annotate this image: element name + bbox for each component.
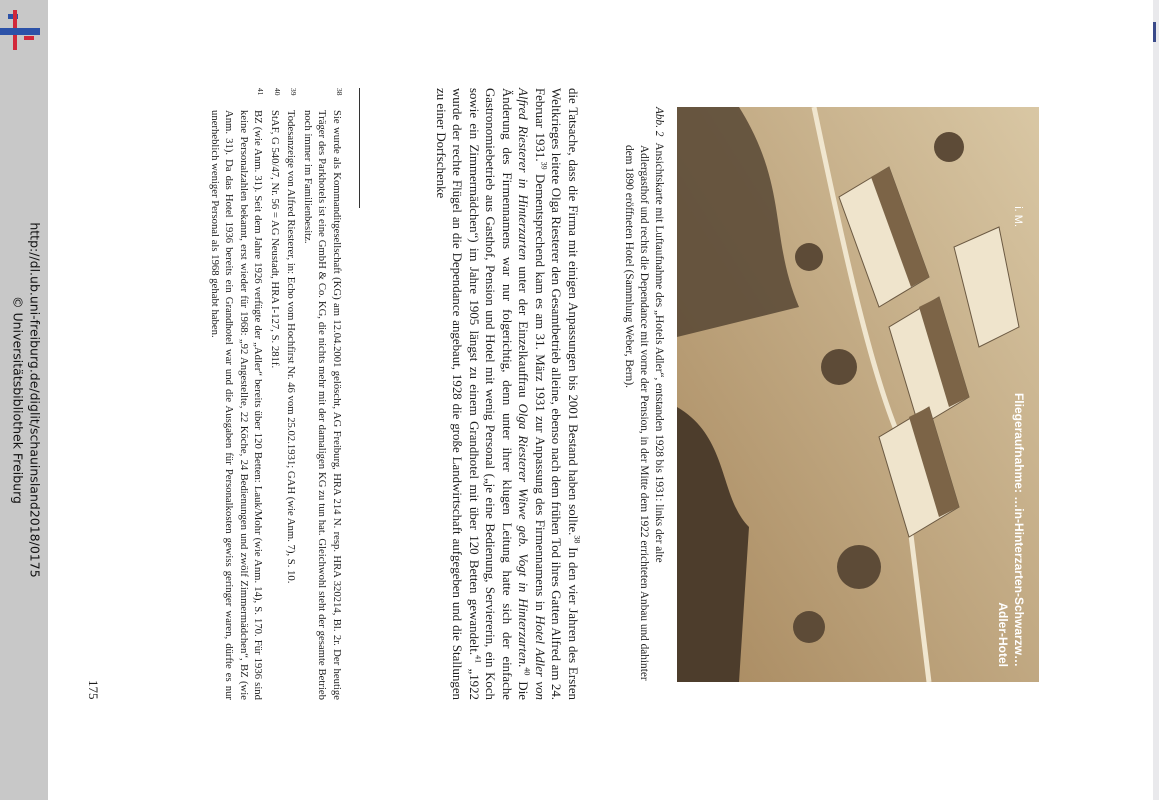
footnote-number: 39	[289, 88, 299, 96]
footnote-number: 40	[273, 88, 282, 96]
viewer-url-link[interactable]: http://dl.ub.uni-freiburg.de/diglit/schauinsland2018/0175	[27, 222, 43, 578]
footnote-text: StAF, G 540/47, Nr. 56 = AG Neustadt, HRA I-127, S. 281f.	[269, 110, 281, 369]
body-italic-firm-name: Hotel Adler von Alfred Riesterer in Hinterzarten	[516, 88, 547, 701]
body-seg-7: „1922 wurde der rechte Flügel an die Dependance angebaut, 1928 die große Landwirtschaft aufgegeben und die Stallungen zu einer Dorfschenke	[434, 88, 481, 700]
body-text	[433, 88, 582, 700]
footnote-ref-39[interactable]: 39	[539, 161, 549, 170]
figure-abbr: Abb. 2	[653, 107, 665, 137]
footnote-text: Todesanzeige von Alfred Riesterer, in: Echo vom Hochfirst Nr. 46 vom 25.02.1931; GAH (wie Anm. 7), S. 10.	[285, 110, 298, 584]
body-seg-3: Dementsprechend kam es am 31. März 1931 zur Anpassung des Firmennamens in	[533, 169, 547, 616]
footnote-ref-41[interactable]: 41	[473, 655, 483, 664]
body-seg-1: die Tatsache, dass die Firma mit einigen Anpassungen bis 2001 Bestand haben sollte.	[566, 88, 580, 536]
footnotes	[206, 88, 345, 700]
footnote-41	[208, 88, 266, 700]
aerial-photo-image	[677, 107, 1039, 682]
body-seg-4: unter der Einzelkauffrau	[516, 260, 531, 404]
footnote-number: 38	[335, 88, 344, 96]
footnote-divider	[359, 88, 360, 208]
page-number: 175	[86, 680, 101, 700]
body-seg-5: .	[516, 664, 531, 668]
body-seg-6: Die Änderung des Firmennamens war nur folgerichtig, denn unter ihrer klugen Leitung hatte sich der einfache Gastronomiebetrieb aus Gasthof, Pension und Hotel mit wenig Personal („je eine Bedienung, Serviererin, ein Koch sowie ein Zimmermädchen“) im Jahre 1905 längst zu einem Grandhotel mit über 120 Betten gewandelt.	[467, 88, 531, 700]
footnote-ref-38[interactable]: 38	[572, 535, 582, 544]
photo-caption-1: Fliegeraufnahme: …in-Hinterzarten-Schwarzw…	[1012, 392, 1026, 667]
copyright-notice: © Universitätsbibliothek Freiburg	[10, 296, 26, 504]
footnote-text: BZ (wie Anm. 31). Seit dem Jahre 1926 verfügte der „Adler“ bereits über 120 Betten: Lauk/Mohr (wie Anm. 14), S. 170. Für 1936 sind keine Personalzahlen bekannt, erst wieder für 1968: „92 Angestellte, 22 Köche, 24 Bedienungen und zwölf Zimmermädchen“, BZ (wie Anm. 31). Da das Hotel 1936 bereits ein Grandhotel war und die Ausgaben für Personalkosten gewiss geringer waren, dürfte es nur unerheblich weniger Personal als 1968 gehabt haben.	[209, 110, 265, 700]
body-italic-owner-name: Olga Riesterer Witwe geb. Vogt in Hinterzarten	[516, 403, 531, 665]
footnote-40	[268, 88, 283, 700]
footnote-number: 41	[256, 88, 266, 96]
footnote-ref-40[interactable]: 40	[522, 667, 532, 676]
caption-first-line: Ansichtskarte mit Luftaufnahme des „Hotels Adler“, entstanden 1928 bis 1931: links der alte	[653, 142, 665, 563]
photo-caption-2: Adler-Hotel	[996, 602, 1010, 667]
footnote-39	[284, 88, 299, 700]
caption-continuation: Adlergasthof und rechts die Dependance mit vorne der Pension, in der Mitte dem 1922 errichteten Anbau und dahinter dem 1890 eröffneten Hotel (Sammlung Weber, Bern).	[623, 145, 650, 681]
photo-caption-3: i. M.	[1012, 206, 1024, 227]
footnote-text: Sie wurde als Kommanditgesellschaft (KG) am 12.04.2001 gelöscht, AG Freiburg, HRA 214 N. resp. HRA 320214, Bl. 2r. Der heutige Träger des Parkhotels ist eine GmbH & Co. KG, die nichts mehr mit der damaligen KG zu tun hat. Gleichwohl steht der gesamte Betrieb noch immer im Familienbesitz.	[302, 110, 343, 700]
footnote-38	[301, 88, 345, 700]
aerial-postcard-photo	[677, 107, 1039, 682]
body-seg-2: In den vier Jahren des Ersten Weltkrieges leitete Olga Riesterer den Gesamtbetrieb alleine, ebenso nach dem frühen Tod ihres Gatten Alfred am 24. Februar 1931.	[533, 88, 580, 700]
figure-caption	[621, 107, 666, 682]
